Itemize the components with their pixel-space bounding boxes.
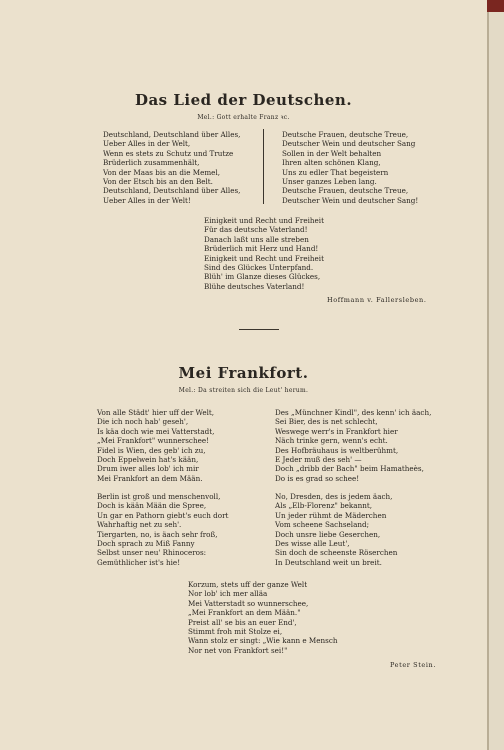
- verse-line: Vom scheene Sachseland;: [275, 520, 370, 530]
- verse-line: Nor lob' ich mer alläa: [188, 589, 268, 599]
- verse-line: Des Hofbräuhaus is weltberühmt,: [275, 445, 399, 455]
- verse-line: Ihren alten schönen Klang,: [282, 158, 381, 168]
- verse-line: Deutscher Wein und deutscher Sang: [282, 139, 416, 149]
- verse-line: Do is es grad so schee!: [275, 473, 360, 483]
- verse-line: Sind des Glückes Unterpfand.: [204, 263, 314, 273]
- verse-line: Doch „dribb der Bach" beim Hamatheès,: [275, 464, 424, 474]
- verse-line: Deutsche Frauen, deutsche Treue,: [282, 130, 409, 139]
- verse-line: Ueber Alles in der Welt,: [103, 139, 191, 149]
- binding-band: [487, 0, 504, 12]
- verse-line: Von alle Städt' hier uff der Welt,: [97, 408, 215, 417]
- verse-line: Nor net von Frankfort sei!": [188, 645, 288, 655]
- verse-line: Sin doch de scheenste Röserchen: [275, 548, 398, 558]
- verse-line: Als „Elb-Florenz" bekannt,: [275, 501, 372, 511]
- verse-line: Tiergarten, no, is äach sehr froß,: [97, 529, 218, 539]
- verse-line: Doch is kään Mään die Spree,: [97, 501, 207, 511]
- verse-line: Doch sprach zu Miß Fanny: [97, 539, 195, 549]
- verse-line: E Jeder muß des seh' —: [275, 455, 362, 465]
- verse-line: Gemüthlicher ist's hie!: [97, 557, 181, 567]
- verse-line: Des wisse alle Leut',: [275, 539, 350, 549]
- verse-line: Is käa doch wie mei Vatterstadt,: [97, 426, 215, 436]
- verse-line: Sollen in der Welt behalten: [282, 148, 382, 158]
- verse-line: Doch unsre liebe Geserchen,: [275, 529, 381, 539]
- verse-line: Berlin ist groß und menschenvoll,: [97, 492, 221, 501]
- verse-line: Brüderlich zusammenhält,: [103, 158, 200, 168]
- stanza-left: [97, 492, 228, 567]
- verse-line: Selbst unser neu' Rhinoceros:: [97, 548, 207, 558]
- verse-line: Die ich noch hab' geseh',: [97, 417, 189, 427]
- verse-line: Einigkeit und Recht und Freiheit: [204, 216, 324, 225]
- song-title: Mei Frankfort.: [178, 364, 309, 382]
- verse-line: Korzum, stets uff der ganze Welt: [188, 580, 308, 589]
- verse-line: Stimmt froh mit Stolze ei,: [188, 627, 283, 637]
- verse-line: Des „Münchner Kindl", des kenn' ich äach,: [275, 408, 432, 417]
- page-edge-shadow: [487, 12, 489, 750]
- verse-line: Mei Frankfort an dem Mään.: [97, 473, 203, 483]
- verse-line: Blüh' im Glanze dieses Glückes,: [204, 272, 321, 282]
- stanza-left: [97, 408, 214, 483]
- verse-line: Von der Etsch bis an den Belt.: [103, 177, 213, 187]
- verse-line: Mei Vatterstadt so wunnerschee,: [188, 598, 309, 608]
- verse-line: Doch Eppelwein hat's kään,: [97, 455, 199, 465]
- verse-line: Drum iwer alles lob' ich mir: [97, 464, 199, 474]
- verse-line: „Mei Frankfort an dem Mään.": [188, 608, 301, 618]
- verse-line: Wahrhaftig net zu seh'.: [97, 520, 182, 530]
- adjacent-page-edge: [487, 0, 504, 750]
- verse-line: Sei Bier, des is net schlecht,: [275, 417, 378, 427]
- verse-line: „Mei Frankfort" wunnerschee!: [97, 436, 209, 446]
- melody-note: Mel.: Da streiten sich die Leut' herum.: [178, 387, 309, 394]
- author-credit: Hoffmann v. Fallersleben.: [327, 296, 427, 304]
- verse-line: Wenn es stets zu Schutz und Trutze: [103, 148, 234, 158]
- verse-line: Deutsche Frauen, deutsche Treue,: [282, 186, 409, 196]
- closing-stanza: [188, 580, 338, 655]
- verse-line: Einigkeit und Recht und Freiheit: [204, 253, 324, 263]
- verse-line: Deutschland, Deutschland über Alles,: [103, 186, 241, 196]
- verse-line: Deutscher Wein und deutscher Sang!: [282, 195, 419, 205]
- column-divider: [263, 129, 264, 204]
- verse-line: Fidel is Wien, des geb' ich zu,: [97, 445, 206, 455]
- verse-line: In Deutschland weit un breit.: [275, 557, 382, 567]
- verse-line: Wann stolz er singt: „Wie kann e Mensch: [188, 636, 338, 646]
- stanza-left: [103, 130, 240, 205]
- verse-line: Blühe deutsches Vaterland!: [204, 281, 305, 291]
- verse-line: Für das deutsche Vaterland!: [204, 225, 308, 235]
- verse-line: Un gar en Pathorn giebt's euch dort: [97, 510, 229, 520]
- verse-line: Näch trinke gern, wenn's echt.: [275, 436, 388, 446]
- stanza-right: [275, 408, 431, 483]
- verse-line: Weswege werr's in Frankfort hier: [275, 426, 398, 436]
- section-divider: [239, 329, 279, 330]
- verse-line: Brüderlich mit Herz und Hand!: [204, 244, 319, 254]
- verse-line: Uns zu edler That begeistern: [282, 167, 389, 177]
- verse-line: Ueber Alles in der Welt!: [103, 195, 191, 205]
- verse-line: Deutschland, Deutschland über Alles,: [103, 130, 241, 139]
- chorus-stanza: [204, 216, 324, 291]
- verse-line: No, Dresden, des is jedem äach,: [275, 492, 393, 501]
- author-credit: Peter Stein.: [390, 661, 437, 669]
- song-title: Das Lied der Deutschen.: [134, 91, 353, 109]
- verse-line: Un jeder rühmt de Mäderchen: [275, 510, 387, 520]
- stanza-right: [275, 492, 397, 567]
- melody-note: Mel.: Gott erhalte Franz ꝛc.: [197, 114, 290, 121]
- verse-line: Unser ganzes Leben lang.: [282, 177, 377, 187]
- verse-line: Von der Maas bis an die Memel,: [103, 167, 221, 177]
- stanza-right: [282, 130, 418, 205]
- verse-line: Preist all' se bis an euer End',: [188, 617, 297, 627]
- verse-line: Danach laßt uns alle streben: [204, 234, 309, 244]
